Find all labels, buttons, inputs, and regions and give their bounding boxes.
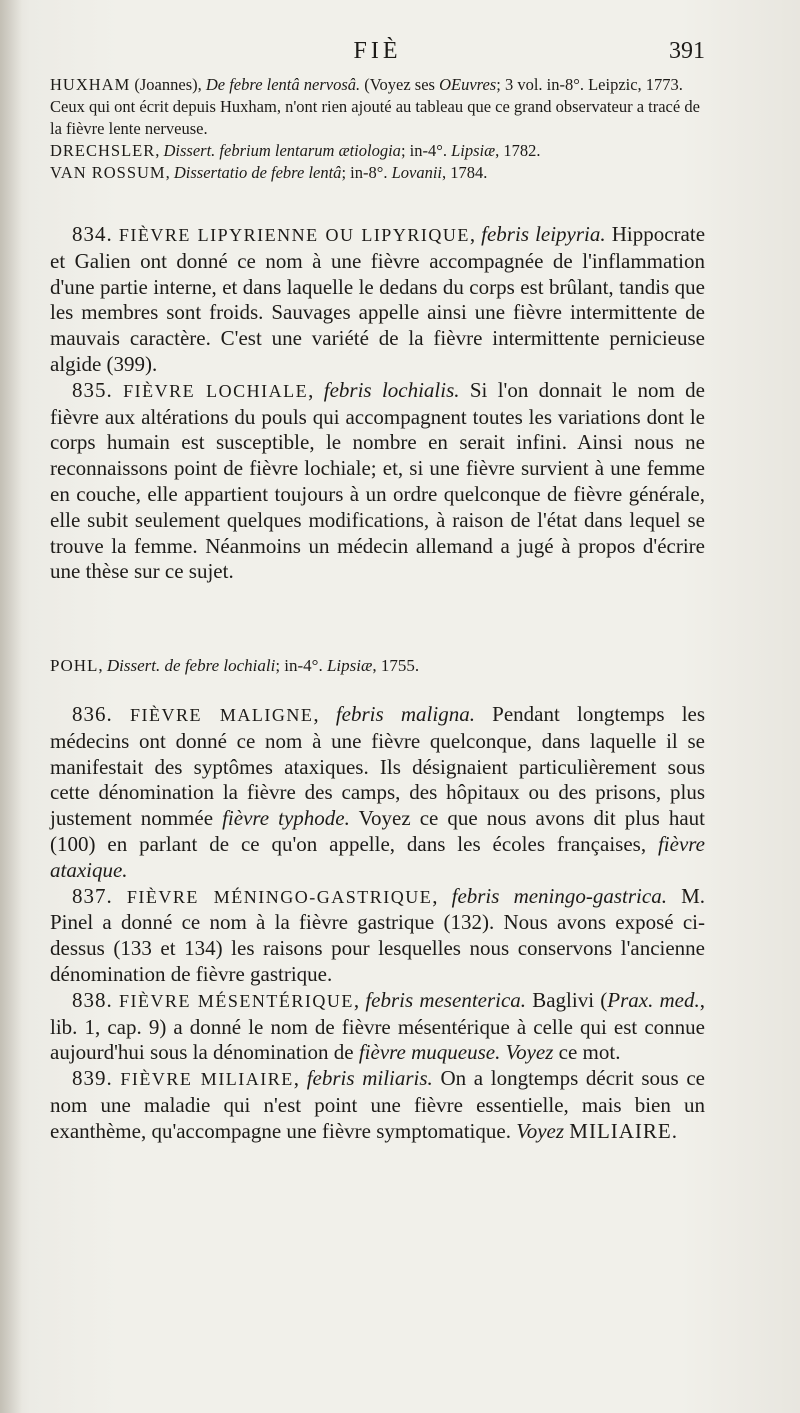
bib-entry-van-rossum: VAN ROSSUM, Dissertatio de febre lentâ; in-8°. Lovanii, 1784. <box>50 163 488 182</box>
running-head: FIÈ <box>353 38 402 64</box>
bib-note-huxham: Ceux qui ont écrit depuis Huxham, n'ont rien ajouté au tableau que ce grand observateur a tracé de la fièvre lente nerveuse. <box>50 97 700 138</box>
entry-838: 838. FIÈVRE MÉSENTÉRIQUE, febris mesenterica. Baglivi (Prax. med., lib. 1, cap. 9) a donné le nom de fièvre mésentérique à celle qui est connue aujourd'hui sous la dénomination de fièvre muqueuse. Voyez ce mot. <box>50 987 705 1065</box>
entry-836: 836. FIÈVRE MALIGNE, febris maligna. Pendant longtemps les médecins ont donné ce nom à une fièvre quelconque, dans laquelle il se manifestait des syptômes ataxiques. Ils désignaient particulièrement sous cette dénomination la fièvre des camps, des hôpitaux ou des prisons, plus justement nommée fièvre typhode. Voyez ce que nous avons dit plus haut (100) en parlant de ce qu'on appelle, dans les écoles françaises, fièvre ataxique. <box>50 702 706 882</box>
entry-834: 834. FIÈVRE LIPYRIENNE OU LIPYRIQUE, febris leipyria. Hippocrate et Galien ont donné ce nom à une fièvre accompagnée de l'inflammation d'une partie interne, et dans laquelle le dedans du corps est brûlant, tandis que les membres sont froids. Sauvages appelle ainsi une fièvre intermittente de mauvais caractère. C'est une variété de la fièvre intermittente pernicieuse algide (399). <box>50 222 706 376</box>
bib-entry-drechsler: DRECHSLER, Dissert. febrium lentarum ætiologia; in-4°. Lipsiæ, 1782. <box>50 141 541 160</box>
entry-837: 837. FIÈVRE MÉNINGO-GASTRIQUE, febris meningo-gastrica. M. Pinel a donné ce nom à la fièvre gastrique (132). Nous avons exposé ci-dessus (133 et 134) les raisons pour lesquelles nous conservons l'ancienne dénomination de fièvre gastrique. <box>50 883 706 986</box>
entry-835: 835. FIÈVRE LOCHIALE, febris lochialis. Si l'on donnait le nom de fièvre aux altérations du pouls qui accompagnent toutes les variations dont le corps humain est susceptible, le nombre en serait infini. Ainsi nous ne reconnaissons point de fièvre lochiale; et, si une fièvre survient à une femme en couche, elle appartient toujours à un ordre quelconque de fièvre générale, elle subit seulement quelques modifications, à raison de l'état dans lequel se trouve la femme. Néanmoins un médecin allemand a jugé à propos d'écrire une thèse sur ce sujet. <box>50 377 706 584</box>
entry-839: 839. FIÈVRE MILIAIRE, febris miliaris. On a longtemps décrit sous ce nom une maladie qui n'est point une fièvre essentielle, mais bien un exanthème, qu'accompagne une fièvre symptomatique. Voyez MILIAIRE. <box>50 1066 705 1143</box>
bibliography-mid <box>50 654 705 678</box>
page-header <box>50 38 705 72</box>
entries-836-839 <box>50 702 705 1145</box>
page-gutter-shadow <box>0 0 22 1413</box>
bibliography-top <box>50 74 705 184</box>
bib-entry-pohl: POHL, Dissert. de febre lochiali; in-4°. Lipsiæ, 1755. <box>50 656 420 675</box>
page-number: 391 <box>669 38 705 64</box>
entries-834-835 <box>50 222 705 585</box>
bib-entry-huxham: HUXHAM (Joannes), De febre lentâ nervosâ. (Voyez ses OEuvres; 3 vol. in-8°. Leipzic, 1773. <box>50 75 683 94</box>
